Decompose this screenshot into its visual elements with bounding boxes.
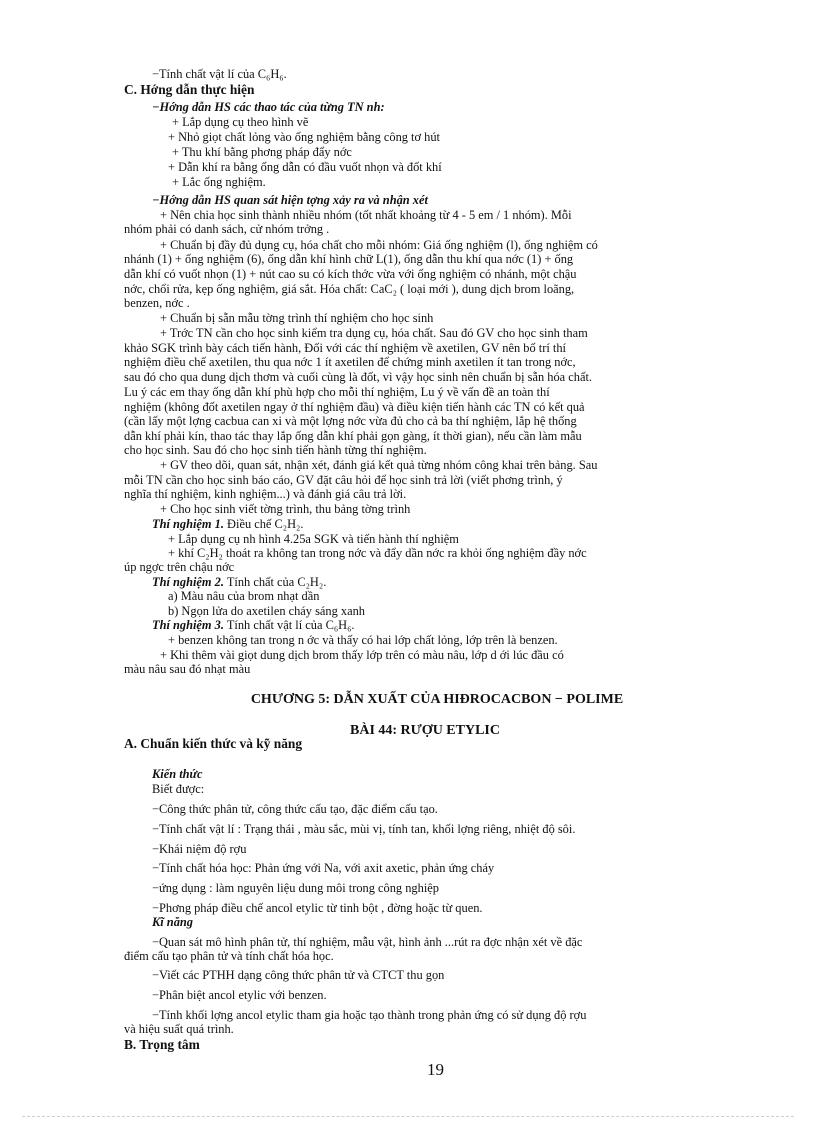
text-line: sau đó cho qua dung dịch thơm và cuối cùng là đốt, vì vậy học sinh nên chuẩn bị sẵn hóa chất.	[124, 370, 592, 384]
text-line: + Chuẩn bị đầy đủ dụng cụ, hóa chất cho mỗi nhóm: Giá ống nghiệm (l), ống nghiệm có	[160, 238, 598, 252]
text-line: nghĩa thí nghiệm, kinh nghiệm...) và đánh giá câu trả lời.	[124, 487, 407, 501]
subheading: −Hớng dẫn HS quan sát hiện tợng xảy ra và nhận xét	[152, 193, 428, 207]
experiment-3	[152, 618, 355, 632]
list-item: a) Màu nâu của brom nhạt dần	[168, 589, 320, 603]
list-item: −Tính khối lợng ancol etylic tham gia hoặc tạo thành trong phản ứng có sử dụng độ rợu	[152, 1008, 587, 1022]
section-heading: B. Trọng tâm	[124, 1037, 200, 1052]
text-line: úp ngợc trên chậu nớc	[124, 560, 235, 574]
experiment-label: Thí nghiệm 3.	[152, 618, 224, 632]
list-item: + benzen không tan trong n ớc và thấy có hai lớp chất lỏng, lớp trên là benzen.	[168, 633, 558, 647]
text-line: Biết được:	[152, 782, 205, 796]
text-line: cho học sinh. Sau đó cho học sinh tiến hành từng thí nghiệm.	[124, 443, 427, 457]
list-item: + Dẫn khí ra bằng ống dẫn có đầu vuốt nhọn và đốt khí	[168, 160, 442, 174]
list-item: + Thu khí bằng phơng pháp đẩy nớc	[172, 145, 352, 159]
list-item: + Khi thêm vài giọt dung dịch brom thấy lớp trên có màu nâu, lớp d ới lúc đầu có	[160, 648, 564, 662]
text-line: + Cho học sinh viết tờng trình, thu bảng tờng trình	[160, 502, 411, 516]
subheading: Kiến thức	[152, 767, 203, 781]
text-line: + Chuẩn bị sẵn mẫu tờng trình thí nghiệm cho học sinh	[160, 311, 434, 325]
list-item: + Lắp dụng cụ nh hình 4.25a SGK và tiến hành thí nghiệm	[168, 532, 459, 546]
text-line: −Tính chất vật lí của C₆H₆.	[152, 67, 287, 81]
subheading: −Hớng dẫn HS các thao tác của từng TN nh:	[152, 100, 385, 114]
text-line: + Trớc TN cần cho học sinh kiểm tra dụng cụ, hóa chất. Sau đó GV cho học sinh tham	[160, 326, 588, 340]
lesson-title: BÀI 44: RƯỢU ETYLIC	[350, 723, 500, 738]
list-item: −Phơng pháp điều chế ancol etylic từ tinh bột , đờng hoặc từ quen.	[152, 901, 483, 915]
list-item: b) Ngọn lửa do axetilen cháy sáng xanh	[168, 604, 365, 618]
experiment-label: Thí nghiệm 2.	[152, 575, 224, 589]
list-item: + Nhỏ giọt chất lỏng vào ống nghiệm bằng công tơ hút	[168, 130, 440, 144]
section-heading: A. Chuẩn kiến thức và kỹ năng	[124, 736, 303, 751]
list-item: + Lắc ống nghiệm.	[172, 175, 266, 189]
text-line: nhánh (1) + ống nghiệm (6), ống dẫn khí hình chữ L(1), ống dẫn thu khí qua nớc (1) + ống	[124, 252, 574, 266]
section-heading: C. Hớng dẫn thực hiện	[124, 82, 255, 97]
text-line: (cần lấy một lợng cacbua can xi và một lợng nớc vừa đủ cho cả ba thí nghiệm, lắp hệ thống	[124, 414, 577, 428]
text-line: + Nên chia học sinh thành nhiều nhóm (tốt nhất khoảng từ 4 - 5 em / 1 nhóm). Mỗi	[160, 208, 572, 222]
text-line: dẫn khí phải kín, thao tác thay lắp ống dẫn khí phải gọn gàng, ít thời gian), nếu cần làm mẫu	[124, 429, 582, 443]
list-item: −Tính chất vật lí : Trạng thái , màu sắc, mùi vị, tính tan, khối lợng riêng, nhiệt độ sôi.	[152, 822, 576, 836]
text-line: nhóm phải có danh sách, cử nhóm trởng .	[124, 222, 330, 236]
experiment-2	[152, 575, 326, 589]
text-line: và hiệu suất quá trình.	[124, 1022, 234, 1036]
text-line: Lu ý các em thay ống dẫn khí phù hợp cho mỗi thí nghiệm, Lu ý về vấn đề an toàn thí	[124, 385, 550, 399]
experiment-title: Tính chất của C₂H₂.	[223, 575, 327, 589]
text-line: + GV theo dõi, quan sát, nhận xét, đánh giá kết quả từng nhóm công khai trên bảng. Sau	[160, 458, 598, 472]
list-item: −Phân biệt ancol etylic với benzen.	[152, 988, 327, 1002]
text-line: benzen, nớc .	[124, 296, 190, 310]
page-border-line	[22, 1116, 794, 1117]
list-item: −Khái niệm độ rợu	[152, 842, 247, 856]
experiment-title: Tính chất vật lí của C₆H₆.	[223, 618, 355, 632]
experiment-1	[152, 517, 303, 531]
list-item: −Công thức phân tử, công thức cấu tạo, đặc điểm cấu tạo.	[152, 802, 438, 816]
subheading: Kĩ năng	[152, 915, 193, 929]
text-line: điểm cấu tạo phân tử và tính chất hóa học.	[124, 949, 334, 963]
text-line: mỗi TN cần cho học sinh báo cáo, GV đặt câu hỏi để học sinh trả lời (viết phơng trình, ý	[124, 473, 563, 487]
text-line: nớc, chổi rửa, kẹp ống nghiệm, giá sắt. Hóa chất: CaC₂ ( loại mới ), dung dịch brom loãng,	[124, 282, 575, 296]
list-item: + khí C₂H₂ thoát ra không tan trong nớc và đẩy dần nớc ra khỏi ống nghiệm đầy nớc	[168, 546, 587, 560]
text-line: nghiệm điều chế axetilen, thu qua nớc 1 ít axetilen để chứng minh axetilen ít tan trong nớc,	[124, 355, 576, 369]
experiment-label: Thí nghiệm 1.	[152, 517, 224, 531]
list-item: + Lắp dụng cụ theo hình vẽ	[172, 115, 309, 129]
experiment-title: Điều chế C₂H₂.	[223, 517, 304, 531]
list-item: −Tính chất hóa học: Phản ứng với Na, với axit axetic, phản ứng cháy	[152, 861, 495, 875]
text-line: dẫn khí có vuốt nhọn (1) + nút cao su có kích thớc vừa với ống nghiệm có nhánh, một chậu	[124, 267, 577, 281]
list-item: −ứng dụng : làm nguyên liệu dung môi trong công nghiệp	[152, 881, 439, 895]
list-item: −Quan sát mô hình phân tử, thí nghiệm, mẫu vật, hình ảnh ...rút ra đợc nhận xét về đặc	[152, 935, 583, 949]
page-number: 19	[427, 1060, 444, 1079]
chapter-title: CHƯƠNG 5: DẪN XUẤT CỦA HIĐROCACBON − POLIME	[250, 692, 624, 707]
text-line: khảo SGK trình bày cách tiến hành, Đối với các thí nghiệm về axetilen, GV nên bố trí thí	[124, 341, 566, 355]
text-line: nghiệm (không đốt axetilen ngay ở thí nghiệm đầu) và điều kiện tiến hành các TN có kết quả	[124, 400, 585, 414]
text-line: màu nâu sau đó nhạt màu	[124, 662, 251, 676]
list-item: −Viết các PTHH dạng công thức phân tử và CTCT thu gọn	[152, 968, 445, 982]
